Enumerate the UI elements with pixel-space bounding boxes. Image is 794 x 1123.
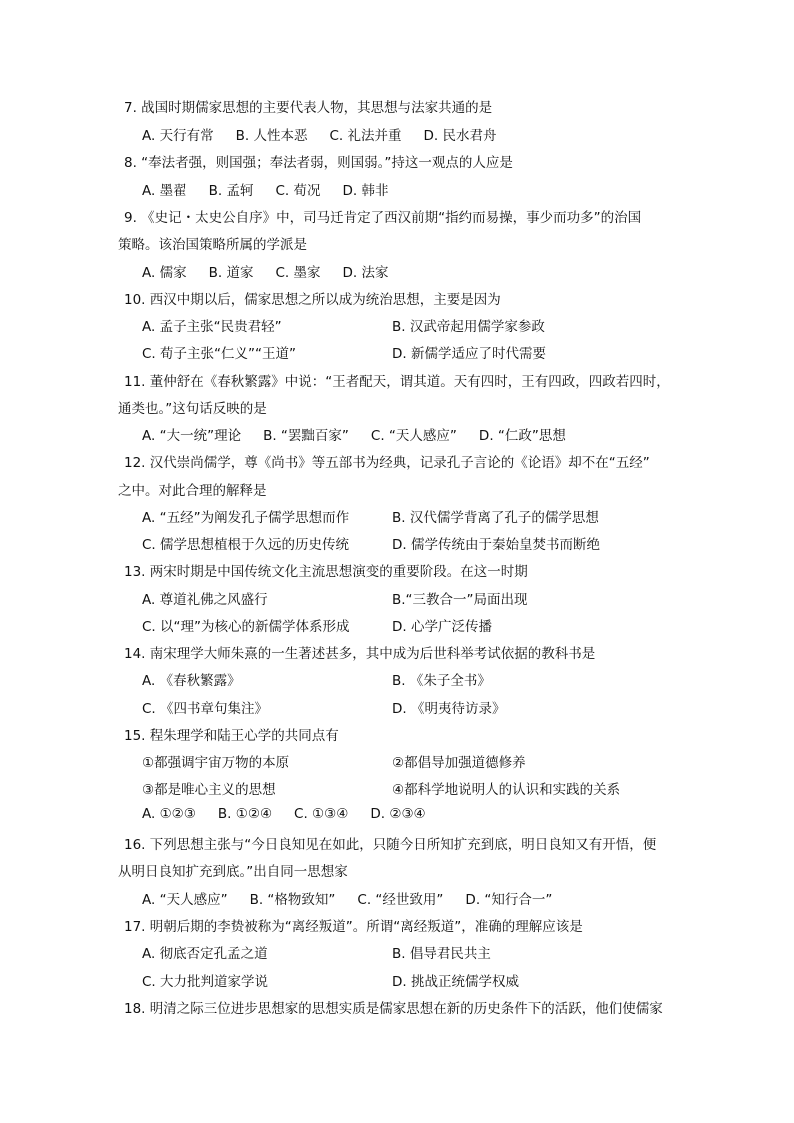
option-a: A. 尊道礼佛之风盛行 (142, 592, 268, 608)
option-b: B.“三教合一”局面出现 (392, 592, 528, 608)
option-a: A. 《春秋繁露》 (142, 673, 241, 689)
question-9-options (142, 261, 410, 281)
option-c: C. “天人感应” (370, 428, 457, 444)
option-a: A. 彻底否定孔孟之道 (142, 946, 268, 962)
option-b: B. 《朱子全书》 (392, 673, 491, 689)
question-11-stem-line-2: 通类也。”这句话反映的是 (118, 401, 267, 417)
question-8-stem: 8. “奉法者强，则国强；奉法者弱，则国弱。”持这一观点的人应是 (124, 155, 513, 171)
option-b: B. 道家 (208, 265, 254, 281)
option-d: D. 法家 (342, 265, 389, 281)
option-d: D. 儒学传统由于秦始皇焚书而断绝 (392, 537, 600, 553)
option-d: D. “仁政”思想 (478, 428, 566, 444)
question-18-stem: 18. 明清之际三位进步思想家的思想实质是儒家思想在新的历史条件下的活跃，他们使儒家 (124, 1001, 663, 1017)
question-15-items-row-2 (142, 778, 620, 798)
option-d: D. 心学广泛传播 (392, 619, 492, 635)
option-a: A. 墨翟 (142, 183, 187, 199)
option-b: B. 汉代儒学背离了孔子的儒学思想 (392, 510, 599, 526)
option-c: C. 大力批判道家学说 (142, 974, 269, 990)
question-7-stem: 7. 战国时期儒家思想的主要代表人物，其思想与法家共通的是 (124, 100, 493, 116)
option-d: D. 韩非 (342, 183, 389, 199)
option-a: A. 天行有常 (142, 128, 214, 144)
question-14-stem: 14. 南宋理学大师朱熹的一生著述甚多，其中成为后世科举考试依据的教科书是 (124, 646, 596, 662)
option-b: B. 人性本恶 (235, 128, 308, 144)
question-10-stem: 10. 西汉中期以后，儒家思想之所以成为统治思想，主要是因为 (124, 292, 501, 308)
option-a: A. “天人感应” (142, 892, 228, 908)
option-a: A. 孟子主张“民贵君轻” (142, 319, 282, 335)
question-11-options (142, 424, 588, 444)
option-a: A. “五经”为阐发孔子儒学思想而作 (142, 510, 350, 526)
option-b: B. 汉武帝起用儒学家参政 (392, 319, 545, 335)
question-16-options (142, 888, 574, 908)
question-13-options-row-1 (142, 588, 528, 608)
option-b: B. 倡导君民共主 (392, 946, 491, 962)
option-c: C. 礼法并重 (329, 128, 402, 144)
question-15-items-row-1 (142, 751, 526, 771)
question-9-stem-line-1: 9. 《史记・太史公自序》中，司马迁肯定了西汉前期“指约而易操，事少而功多”的治国 (124, 210, 642, 226)
question-14-options-row-2 (142, 697, 505, 717)
question-9-stem-line-2: 策略。该治国策略所属的学派是 (118, 237, 307, 253)
option-c: C. 《四书章句集注》 (142, 701, 269, 717)
option-c: C. 以“理”为核心的新儒学体系形成 (142, 619, 350, 635)
option-d: D. ②③④ (370, 806, 426, 822)
option-c: C. 儒学思想植根于久远的历史传统 (142, 537, 350, 553)
question-13-options-row-2 (142, 615, 492, 635)
question-14-options-row-1 (142, 669, 491, 689)
question-10-options-row-2 (142, 342, 546, 362)
option-c: C. 荀子主张“仁义”“王道” (142, 346, 296, 362)
statement-1: ①都强调宇宙万物的本原 (142, 755, 290, 771)
option-c: C. 墨家 (275, 265, 321, 281)
question-15-stem: 15. 程朱理学和陆王心学的共同点有 (124, 728, 339, 744)
statement-4: ④都科学地说明人的认识和实践的关系 (392, 782, 621, 798)
question-12-options-row-2 (142, 533, 600, 553)
option-b: B. 孟轲 (208, 183, 254, 199)
option-d: D. 民水君舟 (423, 128, 497, 144)
option-a: A. ①②③ (142, 806, 196, 822)
question-16-stem-line-2: 从明日良知扩充到底。”出自同一思想家 (118, 864, 348, 880)
option-d: D. 《明夷待访录》 (392, 701, 506, 717)
option-c: C. 荀况 (275, 183, 321, 199)
question-7-options (142, 124, 518, 144)
statement-3: ③都是唯心主义的思想 (142, 782, 276, 798)
option-c: C. ①③④ (294, 806, 349, 822)
option-d: D. 新儒学适应了时代需要 (392, 346, 546, 362)
option-b: B. “格物致知” (249, 892, 336, 908)
option-d: D. “知行合一” (465, 892, 553, 908)
question-17-options-row-1 (142, 942, 491, 962)
statement-2: ②都倡导加强道德修养 (392, 755, 526, 771)
question-17-stem: 17. 明朝后期的李贽被称为“离经叛道”。所谓“离经叛道”，准确的理解应该是 (124, 919, 583, 935)
option-a: A. 儒家 (142, 265, 187, 281)
option-b: B. ①②④ (217, 806, 273, 822)
question-12-stem-line-1: 12. 汉代崇尚儒学，尊《尚书》等五部书为经典，记录孔子言论的《论语》却不在“五经” (124, 455, 650, 471)
option-d: D. 挑战正统儒学权威 (392, 974, 519, 990)
question-12-stem-line-2: 之中。对此合理的解释是 (118, 483, 267, 499)
question-16-stem-line-1: 16. 下列思想主张与“今日良知见在如此，只随今日所知扩充到底，明日良知又有开悟，便 (124, 837, 657, 853)
question-15-options (142, 806, 448, 822)
question-8-options (142, 179, 410, 199)
question-13-stem: 13. 两宋时期是中国传统文化主流思想演变的重要阶段。在这一时期 (124, 564, 528, 580)
option-c: C. “经世致用” (357, 892, 444, 908)
question-12-options-row-1 (142, 506, 599, 526)
question-17-options-row-2 (142, 970, 519, 990)
option-b: B. “罢黜百家” (263, 428, 349, 444)
question-10-options-row-1 (142, 315, 545, 335)
question-11-stem-line-1: 11. 董仲舒在《春秋繁露》中说：“王者配天，谓其道。天有四时，王有四政，四政若四时， (124, 374, 670, 390)
option-a: A. “大一统”理论 (142, 428, 242, 444)
